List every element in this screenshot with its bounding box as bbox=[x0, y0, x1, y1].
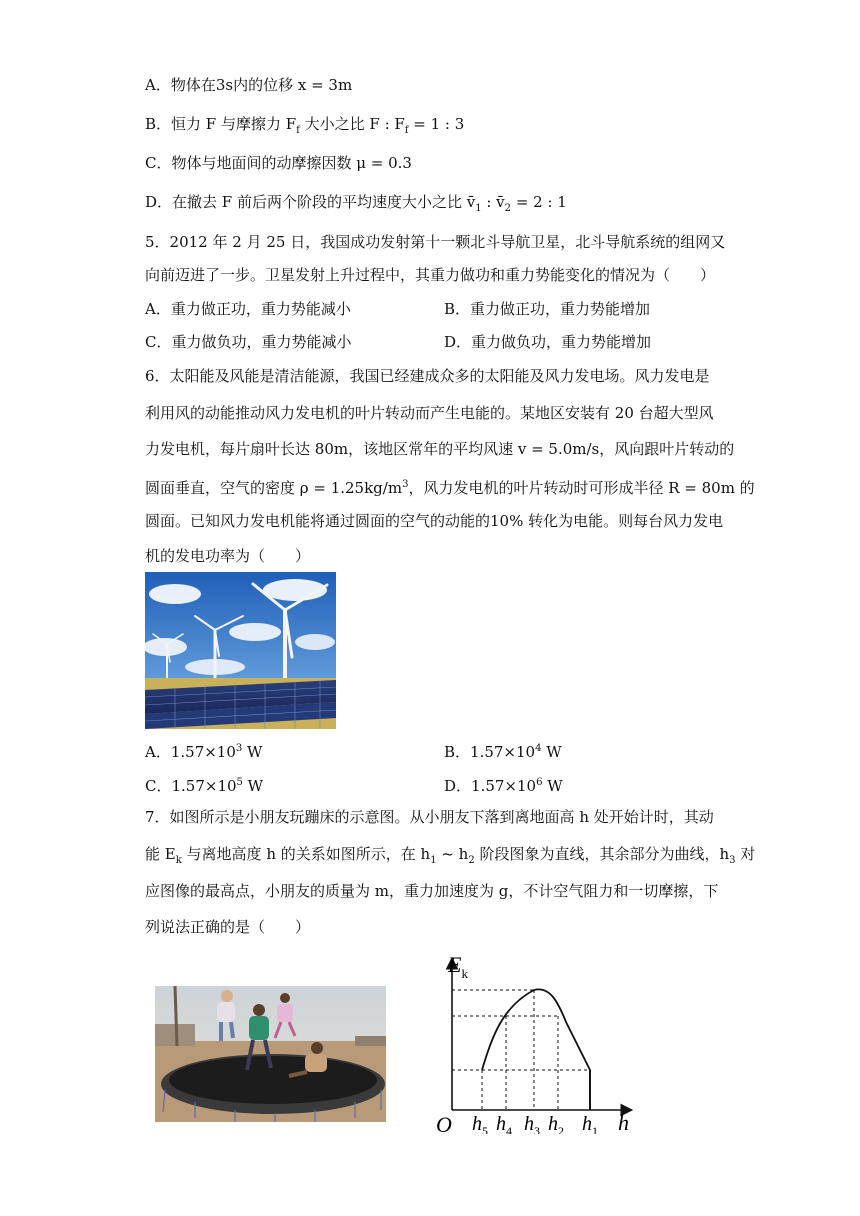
q5-stem-line2: 向前迈进了一步。卫星发射上升过程中，其重力做功和重力势能变化的情况为（ ） bbox=[145, 266, 716, 284]
trampoline-photo bbox=[155, 986, 386, 1122]
q5-stem-line1: 5．2012 年 2 月 25 日，我国成功发射第十一颗北斗导航卫星，北斗导航系统的组网又 bbox=[145, 233, 726, 251]
q6-stem-line1: 6．太阳能及风能是清洁能源，我国已经建成众多的太阳能及风力发电场。风力发电是 bbox=[145, 367, 710, 385]
q6-stem-line5: 圆面。已知风力发电机能将通过圆面的空气的动能的10% 转化为电能。则每台风力发电 bbox=[145, 512, 724, 530]
q5-option-c: C．重力做负功，重力势能减小 bbox=[145, 333, 352, 351]
q4-option-c: C．物体与地面间的动摩擦因数 μ = 0.3 bbox=[145, 154, 412, 172]
q6-stem-line3: 力发电机，每片扇叶长达 80m，该地区常年的平均风速 v = 5.0m/s，风向跟叶片转动的 bbox=[145, 440, 735, 458]
q6-stem-line2: 利用风的动能推动风力发电机的叶片转动而产生电能的。某地区安装有 20 台超大型风 bbox=[145, 404, 714, 422]
ek-curve bbox=[482, 989, 590, 1110]
ek-h-graph bbox=[430, 952, 645, 1134]
origin-label: O bbox=[436, 1112, 452, 1134]
q4-option-b: B．恒力 F 与摩擦力 $F_f$ 大小之比 F : $F_f = 1$ : 3 bbox=[145, 115, 465, 136]
q6-option-b: B．$1.57\times 10^4$ W bbox=[444, 743, 562, 761]
q7-stem-line2: 能 $E_k$ 与离地高度 h 的关系如图所示，在 $h_1$ ~ $h_2$ 阶段图象为直线，其余部分为曲线，$h_3$ 对 bbox=[145, 845, 756, 866]
q6-option-c: C．$1.57\times 10^5$ W bbox=[145, 777, 264, 795]
x-axis-label: h bbox=[618, 1110, 629, 1134]
q6-option-d: D．$1.57\times 10^6$ W bbox=[444, 777, 563, 795]
wind-solar-photo bbox=[145, 572, 336, 729]
q7-stem-line3: 应图像的最高点，小朋友的质量为 m，重力加速度为 g，不计空气阻力和一切摩擦，下 bbox=[145, 882, 719, 900]
q5-option-b: B．重力做正功，重力势能增加 bbox=[444, 300, 651, 318]
q5-option-a: A．重力做正功，重力势能减小 bbox=[145, 300, 351, 318]
tick-h1: $h_1$ bbox=[582, 1113, 598, 1134]
tick-h5: $h_5$ bbox=[472, 1113, 488, 1134]
tick-h2: $h_2$ bbox=[548, 1113, 564, 1134]
q5-option-d: D．重力做负功，重力势能增加 bbox=[444, 333, 652, 351]
tick-h3: $h_3$ bbox=[524, 1113, 540, 1134]
q4-option-a: A．物体在3s内的位移 x = 3m bbox=[145, 76, 353, 94]
q6-option-a: A．$1.57\times 10^3$ W bbox=[145, 743, 263, 761]
q7-stem-line4: 列说法正确的是（ ） bbox=[145, 918, 311, 936]
q6-stem-line6: 机的发电功率为（ ） bbox=[145, 547, 311, 565]
q7-stem-line1: 7．如图所示是小朋友玩蹦床的示意图。从小朋友下落到离地面高 h 处开始计时，其动 bbox=[145, 808, 714, 826]
q4-option-d: D．在撤去 F 前后两个阶段的平均速度大小之比 $v̄_1$ : $v̄_2 = 2$ : 1 bbox=[145, 193, 567, 214]
q6-stem-line4: 圆面垂直，空气的密度 $\rho = 1.25kg/m^3$，风力发电机的叶片转动时可形成半径 R = 80m 的 bbox=[145, 479, 755, 497]
y-axis-label: $E_k$ bbox=[448, 952, 468, 981]
tick-h4: $h_4$ bbox=[496, 1113, 512, 1134]
